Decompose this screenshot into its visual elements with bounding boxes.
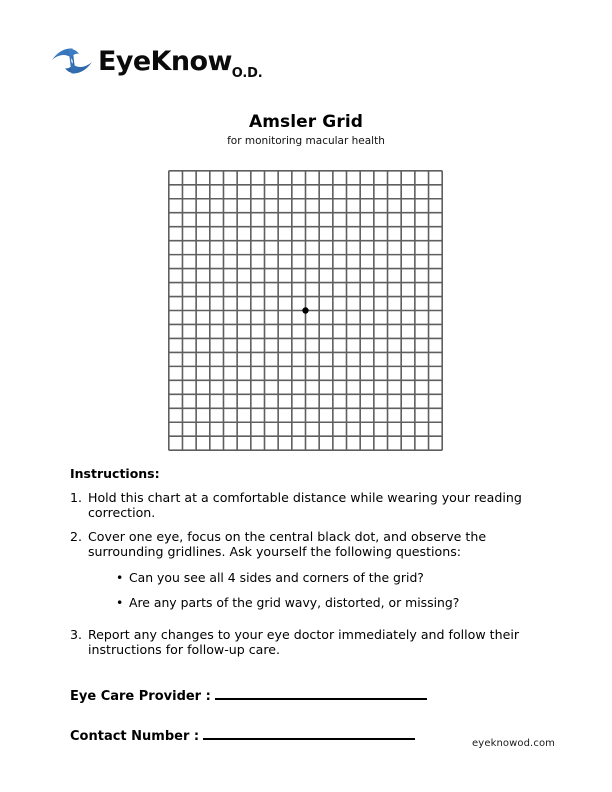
instruction-step [70,627,548,658]
question-text: Can you see all 4 sides and corners of the grid? [129,570,424,586]
contact-number-label: Contact Number : [70,729,200,744]
provider-form-section [70,686,548,766]
eye-care-provider-input[interactable] [215,686,427,700]
instruction-step [70,490,548,521]
step-text: Hold this chart at a comfortable distance while wearing your reading correction. [88,490,522,521]
bullet-icon: • [116,594,124,610]
step-text: Report any changes to your eye doctor immediately and follow their instructions for follow-up care. [88,626,520,658]
self-check-question [116,570,548,585]
eye-swirl-logo-icon [50,44,94,78]
page-subtitle: for monitoring macular health [227,135,385,148]
brand-wordmark: EyeKnow [98,45,232,77]
instructions-heading: Instructions: [70,466,160,481]
step-number: 1. [70,490,83,505]
step-number: 2. [70,528,83,544]
instruction-step [70,529,548,619]
instruction-steps-list [70,490,548,657]
brand-logo [50,40,262,82]
amsler-grid [168,170,443,451]
page-title-block [0,112,612,148]
grid-center-dot [302,307,308,313]
footer-website-url: eyeknowod.com [472,738,555,749]
eye-care-provider-row [70,686,548,704]
contact-number-input[interactable] [203,726,415,740]
step-text: Cover one eye, focus on the central black dot, and observe the surrounding gridlines. Ask yourself the following questions: [88,528,487,560]
page-title: Amsler Grid [248,112,364,132]
question-text: Are any parts of the grid wavy, distorted, or missing? [129,594,460,610]
self-check-questions-list [88,570,548,609]
brand-suffix: O.D. [231,66,263,81]
eye-care-provider-label: Eye Care Provider : [70,689,211,704]
self-check-question [116,595,548,610]
step-number: 3. [70,626,83,642]
instructions-section [70,466,548,665]
amsler-grid-container [168,170,443,451]
bullet-icon: • [116,570,124,586]
